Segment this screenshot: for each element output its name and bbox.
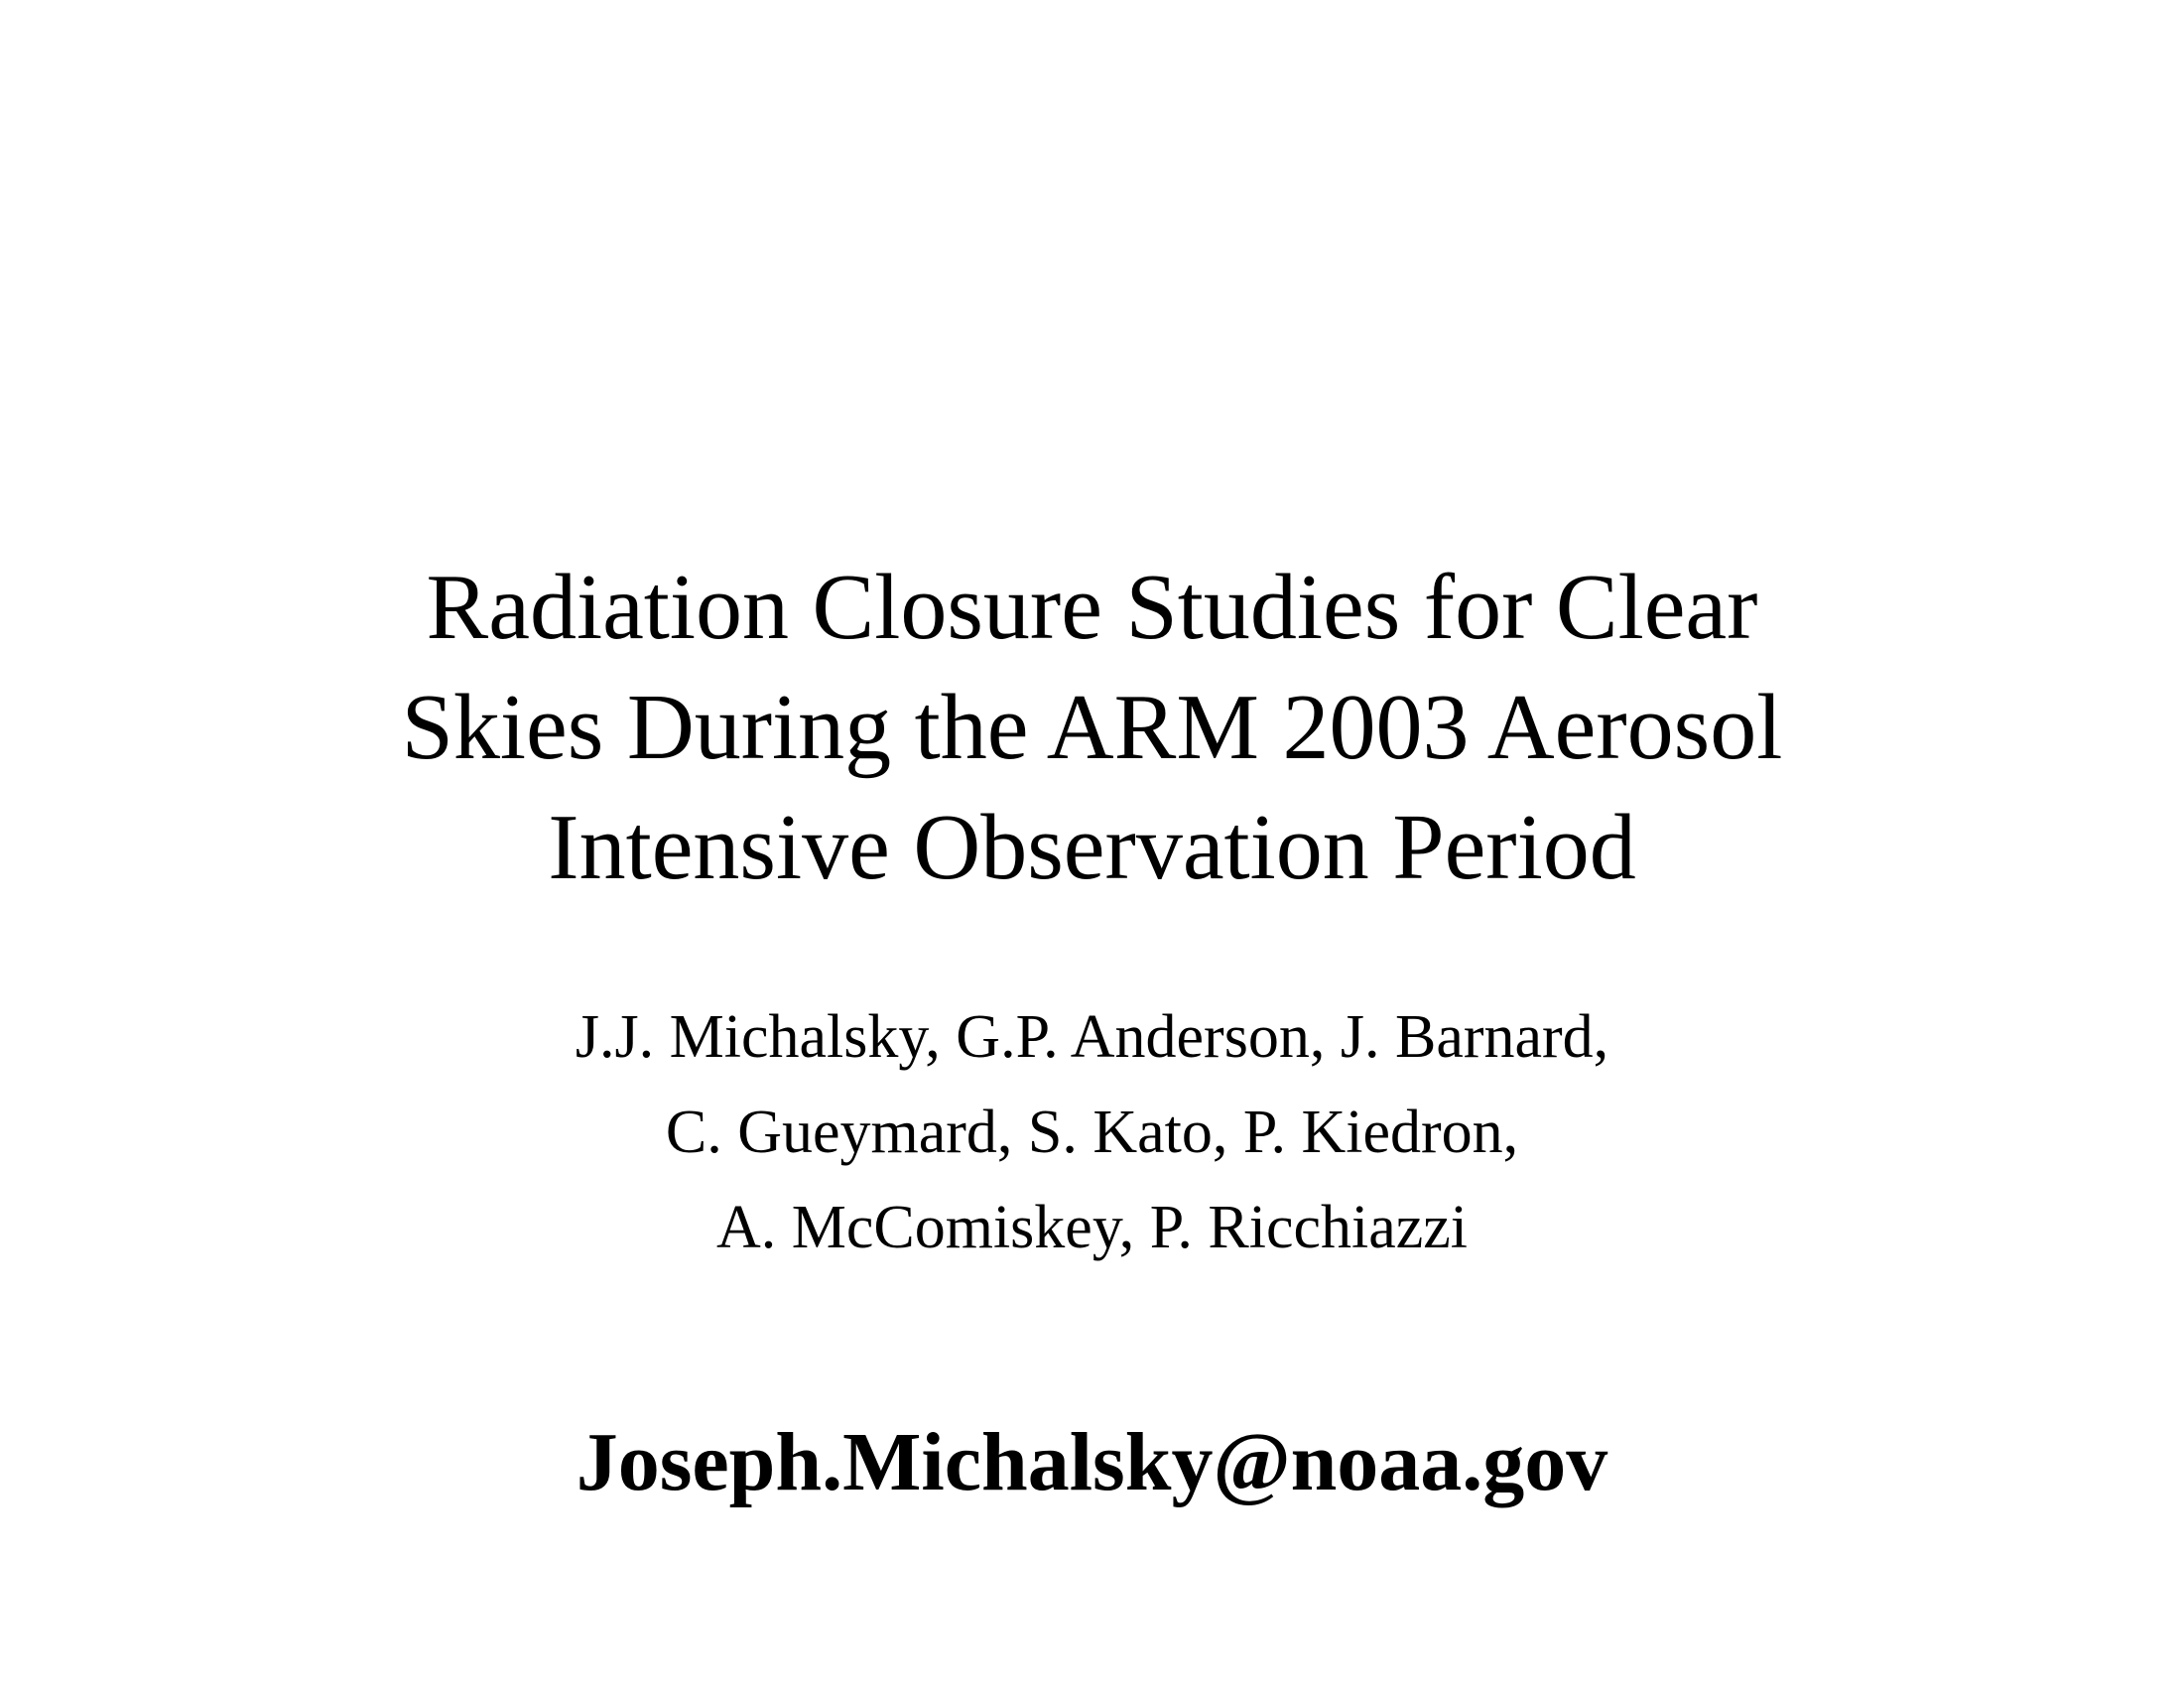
title-line: Intensive Observation Period — [548, 796, 1636, 899]
slide-title — [0, 548, 2184, 908]
title-line: Skies During the ARM 2003 Aerosol — [401, 676, 1783, 779]
title-line: Radiation Closure Studies for Clear — [426, 556, 1758, 659]
author-list — [0, 989, 2184, 1275]
author-line: A. McComiskey, P. Ricchiazzi — [715, 1194, 1469, 1261]
author-line: C. Gueymard, S. Kato, P. Kiedron, — [665, 1099, 1519, 1166]
author-line: J.J. Michalsky, G.P. Anderson, J. Barnard, — [575, 1003, 1609, 1071]
contact-email: Joseph.Michalsky@noaa.gov — [576, 1416, 1608, 1508]
